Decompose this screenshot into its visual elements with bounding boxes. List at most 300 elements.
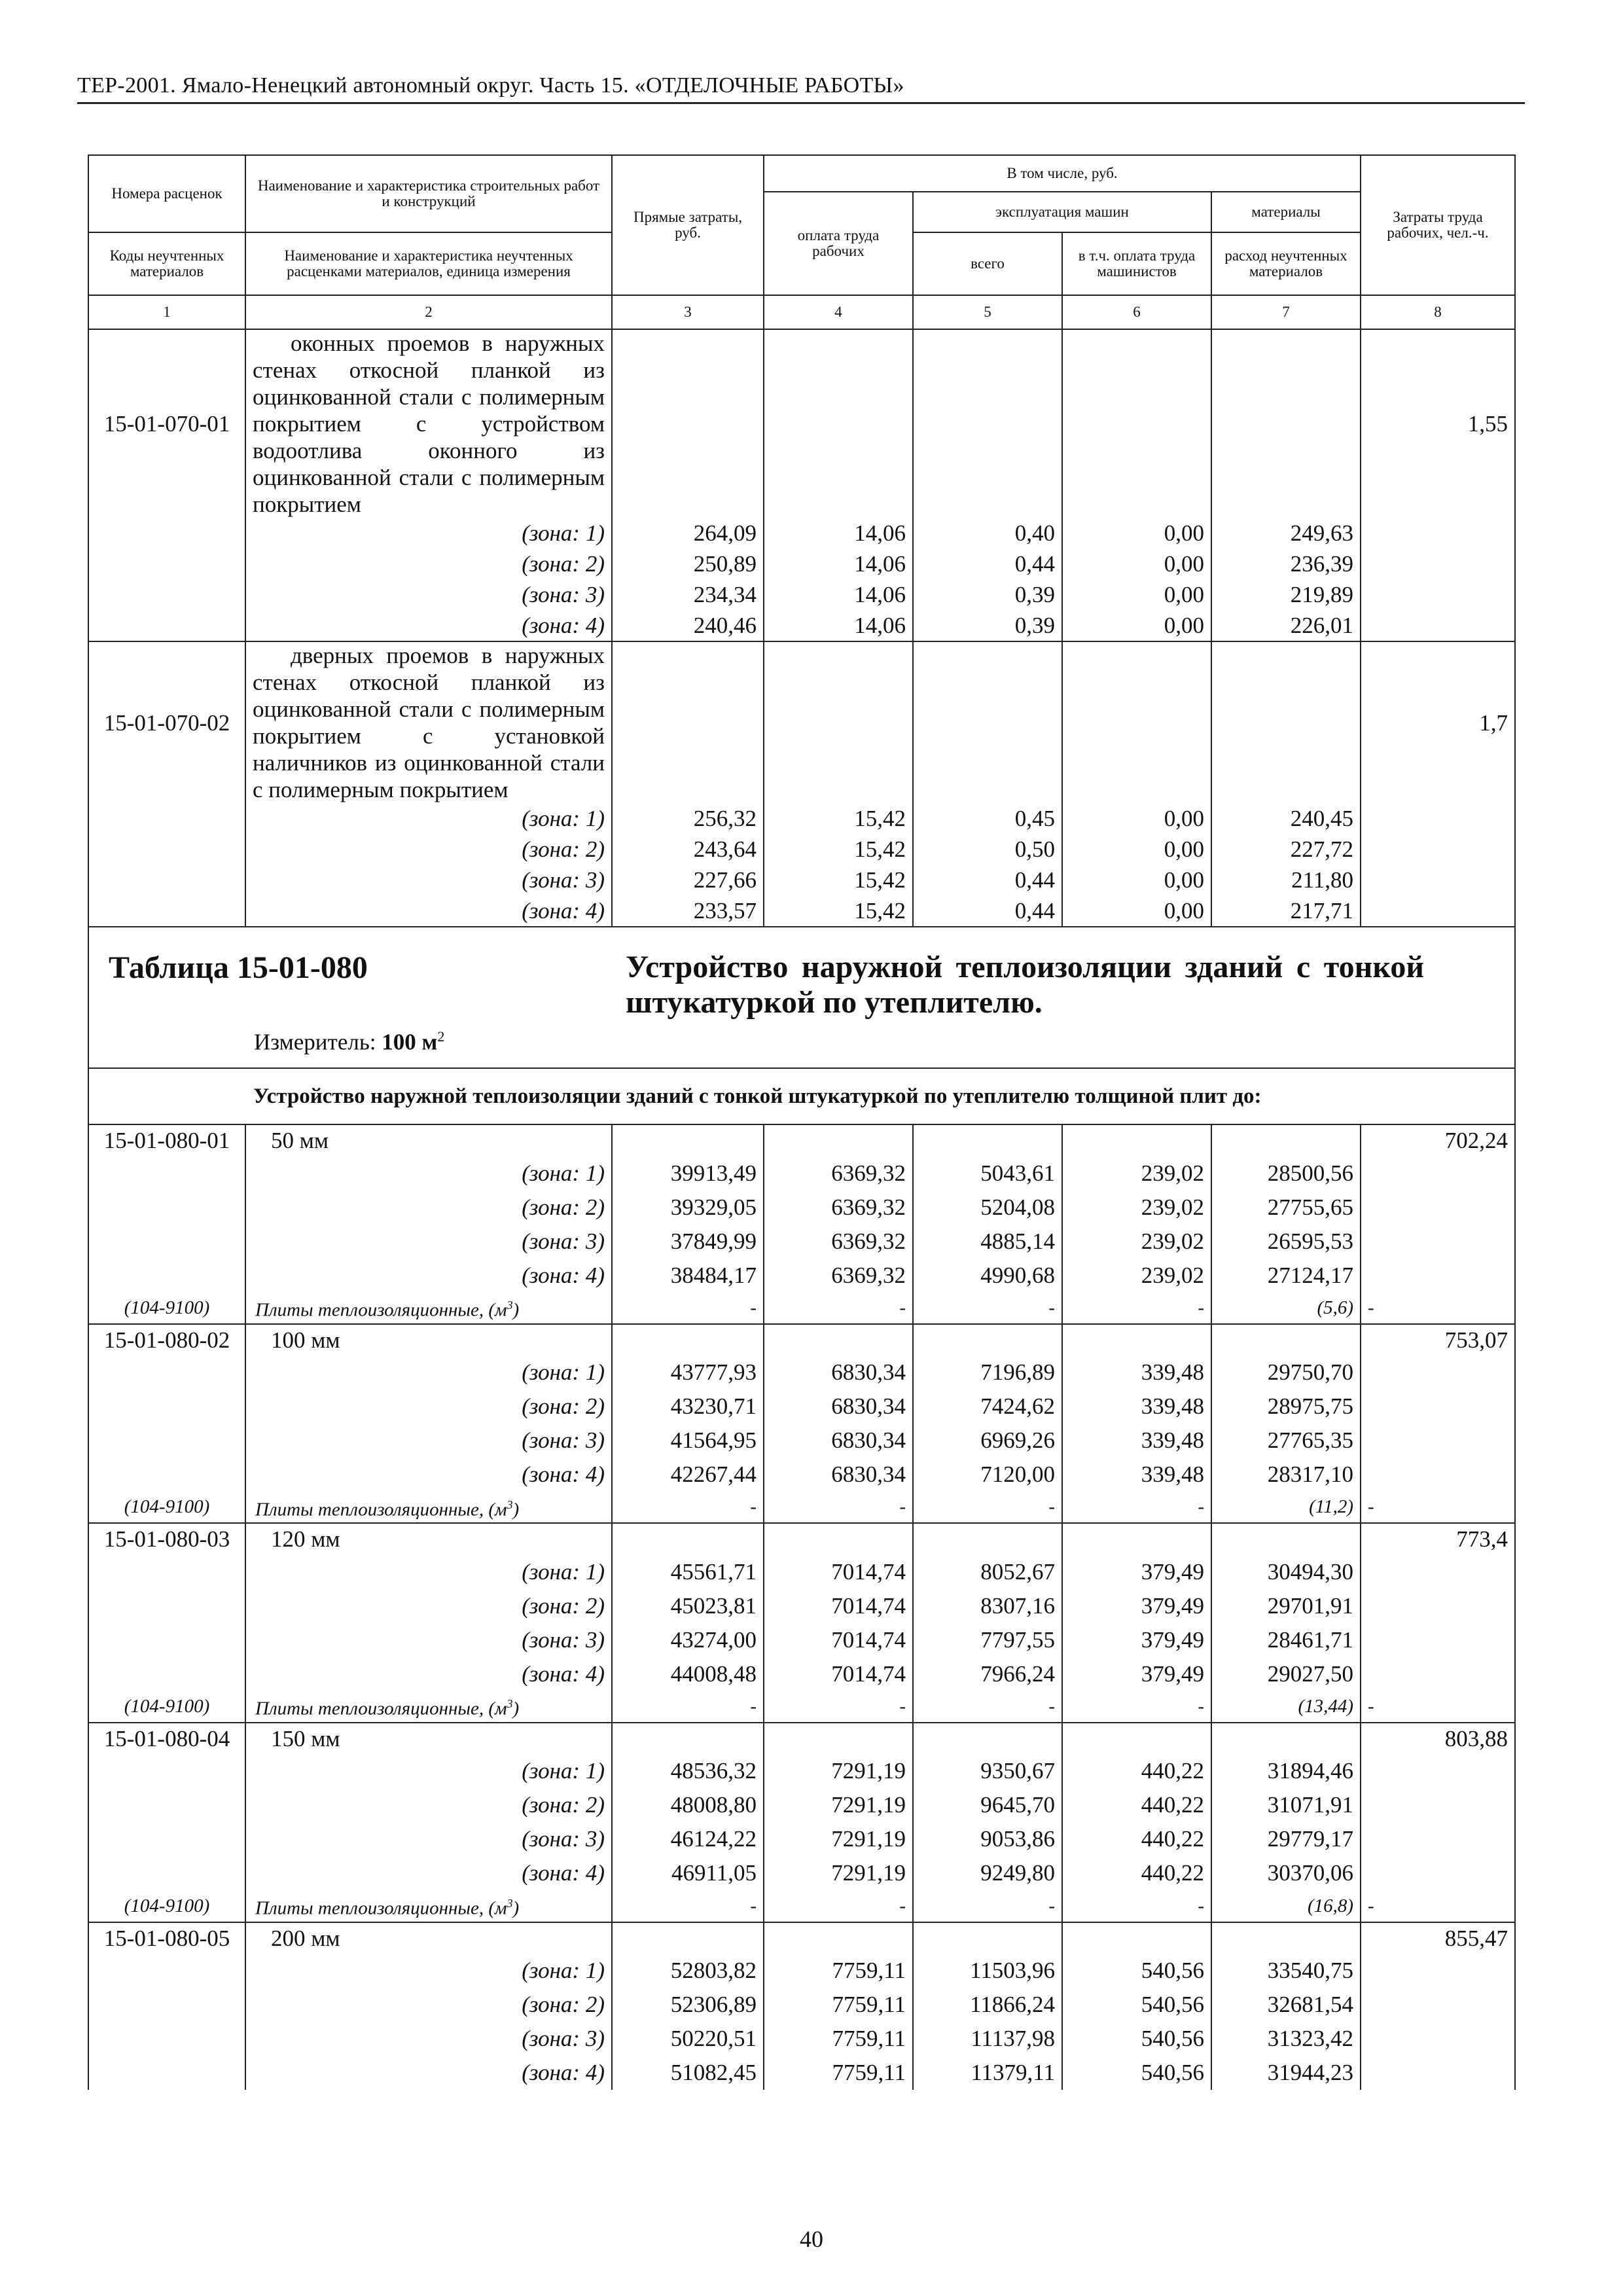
material-dash: - — [913, 1492, 1062, 1524]
zone-label: (зона: 3) — [245, 1224, 612, 1258]
value-c4: 7014,74 — [764, 1554, 913, 1588]
column-number-5: 5 — [913, 295, 1062, 329]
value-c3: 38484,17 — [612, 1258, 764, 1292]
labor-value: 702,24 — [1361, 1124, 1515, 1156]
column-number-8: 8 — [1361, 295, 1515, 329]
empty-cell — [612, 1124, 764, 1156]
value-c6: 339,48 — [1062, 1390, 1211, 1424]
code-cell-empty — [88, 548, 245, 579]
value-c4: 6830,34 — [764, 1390, 913, 1424]
value-c3: 48536,32 — [612, 1754, 764, 1788]
code-cell-empty — [88, 1424, 245, 1458]
value-c3: 240,46 — [612, 610, 764, 641]
value-c5: 8052,67 — [913, 1554, 1062, 1588]
value-c5: 5043,61 — [913, 1156, 1062, 1190]
value-c4: 15,42 — [764, 834, 913, 865]
table-row — [88, 1324, 1515, 1355]
value-c6: 540,56 — [1062, 1988, 1211, 2022]
material-name-text: Плиты теплоизоляционные, (м — [255, 1897, 507, 1919]
code-cell-empty — [88, 1788, 245, 1822]
col3-header: Прямые затраты, руб. — [612, 155, 764, 295]
empty-cell — [1211, 1523, 1361, 1554]
table-row — [88, 1523, 1515, 1554]
table-row — [88, 803, 1515, 834]
value-c5: 4990,68 — [913, 1258, 1062, 1292]
material-unit-superscript: 3 — [507, 1299, 513, 1312]
value-c6: 0,00 — [1062, 548, 1211, 579]
value-c4: 6830,34 — [764, 1458, 913, 1492]
material-dash: - — [612, 1890, 764, 1922]
table-row — [88, 2056, 1515, 2090]
value-c7: 28500,56 — [1211, 1156, 1361, 1190]
value-c3: 45561,71 — [612, 1554, 764, 1588]
material-labor-dash: - — [1361, 1890, 1515, 1922]
zone-label: (зона: 3) — [245, 1822, 612, 1856]
zone-label: (зона: 2) — [245, 1190, 612, 1224]
thickness: 120 мм — [245, 1523, 612, 1554]
value-c7: 29779,17 — [1211, 1822, 1361, 1856]
value-c3: 46911,05 — [612, 1856, 764, 1890]
empty-cell — [913, 1124, 1062, 1156]
value-c7: 29750,70 — [1211, 1355, 1361, 1390]
labor-cell-empty — [1361, 1258, 1515, 1292]
value-c5: 11137,98 — [913, 2022, 1062, 2056]
labor-cell-empty — [1361, 1424, 1515, 1458]
labor-cell-empty — [1361, 1190, 1515, 1224]
table-row — [88, 1623, 1515, 1657]
empty-cell — [764, 329, 913, 518]
value-c7: 29027,50 — [1211, 1657, 1361, 1691]
value-c4: 15,42 — [764, 803, 913, 834]
material-row — [88, 1492, 1515, 1524]
value-c4: 7759,11 — [764, 1954, 913, 1988]
value-c7: 219,89 — [1211, 579, 1361, 610]
labor-cell-empty — [1361, 1390, 1515, 1424]
value-c4: 6369,32 — [764, 1156, 913, 1190]
table-row — [88, 1788, 1515, 1822]
labor-value: 1,55 — [1361, 329, 1515, 518]
value-c5: 0,39 — [913, 579, 1062, 610]
machines-header: эксплуатация машин — [913, 192, 1211, 232]
material-name-close: ) — [512, 1698, 520, 1719]
section-row — [88, 1068, 1515, 1124]
table-row — [88, 610, 1515, 641]
material-unit-superscript: 3 — [507, 1697, 513, 1711]
value-c5: 7120,00 — [913, 1458, 1062, 1492]
value-c5: 0,40 — [913, 518, 1062, 548]
material-dash: - — [1062, 1292, 1211, 1324]
value-c4: 14,06 — [764, 518, 913, 548]
value-c3: 43230,71 — [612, 1390, 764, 1424]
labor-cell-empty — [1361, 610, 1515, 641]
material-name-close: ) — [512, 1499, 520, 1520]
value-c7: 33540,75 — [1211, 1954, 1361, 1988]
empty-cell — [764, 1523, 913, 1554]
value-c4: 14,06 — [764, 579, 913, 610]
value-c3: 51082,45 — [612, 2056, 764, 2090]
empty-cell — [612, 1324, 764, 1355]
zone-label: (зона: 1) — [245, 1156, 612, 1190]
empty-cell — [1062, 329, 1211, 518]
table-row — [88, 518, 1515, 548]
labor-cell-empty — [1361, 1657, 1515, 1691]
value-c4: 14,06 — [764, 610, 913, 641]
labor-cell-empty — [1361, 2022, 1515, 2056]
empty-cell — [913, 1723, 1062, 1754]
zone-label: (зона: 1) — [245, 1954, 612, 1988]
empty-cell — [612, 1523, 764, 1554]
value-c6: 379,49 — [1062, 1554, 1211, 1588]
table-080-title-cell — [88, 927, 1515, 1068]
value-c5: 7424,62 — [913, 1390, 1062, 1424]
thickness: 100 мм — [245, 1324, 612, 1355]
value-c7: 226,01 — [1211, 610, 1361, 641]
value-c4: 6369,32 — [764, 1190, 913, 1224]
empty-cell — [1211, 329, 1361, 518]
code-cell-empty — [88, 1390, 245, 1424]
code-cell-empty — [88, 610, 245, 641]
code-cell-empty — [88, 834, 245, 865]
empty-cell — [1211, 1723, 1361, 1754]
labor-cell-empty — [1361, 2056, 1515, 2090]
value-c6: 440,22 — [1062, 1856, 1211, 1890]
value-c5: 7797,55 — [913, 1623, 1062, 1657]
material-name-close: ) — [512, 1299, 520, 1321]
zone-label: (зона: 1) — [245, 803, 612, 834]
material-row — [88, 1691, 1515, 1723]
code-cell-empty — [88, 1588, 245, 1623]
zone-label: (зона: 2) — [245, 1788, 612, 1822]
value-c5: 7196,89 — [913, 1355, 1062, 1390]
thickness: 150 мм — [245, 1723, 612, 1754]
material-name — [245, 1691, 612, 1723]
zone-label: (зона: 1) — [245, 1754, 612, 1788]
labor-cell-empty — [1361, 895, 1515, 927]
material-unit-superscript: 3 — [507, 1896, 513, 1910]
material-name-text: Плиты теплоизоляционные, (м — [255, 1698, 507, 1719]
labor-cell-empty — [1361, 1554, 1515, 1588]
value-c7: 30370,06 — [1211, 1856, 1361, 1890]
labor-cell-empty — [1361, 1822, 1515, 1856]
material-code: (104-9100) — [88, 1292, 245, 1324]
zone-label: (зона: 4) — [245, 1258, 612, 1292]
code-cell-empty — [88, 1954, 245, 1988]
work-description — [245, 641, 612, 803]
labor-cell-empty — [1361, 1754, 1515, 1788]
table-row — [88, 834, 1515, 865]
material-name — [245, 1492, 612, 1524]
work-description — [245, 329, 612, 518]
material-name — [245, 1890, 612, 1922]
zone-label: (зона: 1) — [245, 1355, 612, 1390]
empty-cell — [1062, 1124, 1211, 1156]
labor-cell-empty — [1361, 1623, 1515, 1657]
zone-label: (зона: 1) — [245, 518, 612, 548]
value-c6: 540,56 — [1062, 1954, 1211, 1988]
value-c5: 0,44 — [913, 895, 1062, 927]
value-c6: 239,02 — [1062, 1190, 1211, 1224]
code-cell-empty — [88, 1657, 245, 1691]
table-row — [88, 895, 1515, 927]
value-c5: 9645,70 — [913, 1788, 1062, 1822]
empty-cell — [913, 1324, 1062, 1355]
zone-label: (зона: 3) — [245, 1424, 612, 1458]
table-row — [88, 1922, 1515, 1954]
table-row — [88, 1588, 1515, 1623]
column-number-row — [88, 295, 1515, 329]
material-name — [245, 1292, 612, 1324]
labor-value: 803,88 — [1361, 1723, 1515, 1754]
rate-code: 15-01-070-02 — [88, 641, 245, 803]
zone-label: (зона: 4) — [245, 610, 612, 641]
value-c3: 52306,89 — [612, 1988, 764, 2022]
table-row — [88, 1224, 1515, 1258]
value-c6: 440,22 — [1062, 1754, 1211, 1788]
labor-cell-empty — [1361, 1224, 1515, 1258]
empty-cell — [1062, 1523, 1211, 1554]
column-number-2: 2 — [245, 295, 612, 329]
value-c3: 234,34 — [612, 579, 764, 610]
material-dash: - — [612, 1292, 764, 1324]
table-row — [88, 1355, 1515, 1390]
value-c5: 6969,26 — [913, 1424, 1062, 1458]
value-c6: 0,00 — [1062, 579, 1211, 610]
value-c5: 9350,67 — [913, 1754, 1062, 1788]
thickness: 200 мм — [245, 1922, 612, 1954]
value-c7: 31323,42 — [1211, 2022, 1361, 2056]
price-table — [88, 154, 1516, 2090]
value-c3: 43777,93 — [612, 1355, 764, 1390]
code-cell-empty — [88, 1856, 245, 1890]
table-row — [88, 579, 1515, 610]
value-c6: 339,48 — [1062, 1458, 1211, 1492]
value-c6: 0,00 — [1062, 518, 1211, 548]
zone-label: (зона: 2) — [245, 548, 612, 579]
col7-header: расход неучтенных материалов — [1211, 232, 1361, 295]
work-description-text: оконных проемов в наружных стенах откосной планкой из оцинкованной стали с полимерным покрытием с устройством водоотлива оконного из оцинкованной стали с полимерным покрытием — [253, 331, 605, 517]
thickness: 50 мм — [245, 1124, 612, 1156]
rate-code: 15-01-080-05 — [88, 1922, 245, 1954]
labor-cell-empty — [1361, 1988, 1515, 2022]
value-c7: 30494,30 — [1211, 1554, 1361, 1588]
value-c6: 339,48 — [1062, 1424, 1211, 1458]
value-c6: 379,49 — [1062, 1657, 1211, 1691]
value-c7: 31944,23 — [1211, 2056, 1361, 2090]
code-cell-empty — [88, 2022, 245, 2056]
table-row — [88, 1822, 1515, 1856]
material-name-text: Плиты теплоизоляционные, (м — [255, 1299, 507, 1321]
material-code: (104-9100) — [88, 1492, 245, 1524]
col2-top-header: Наименование и характеристика строительных работ и конструкций — [245, 155, 612, 232]
value-c6: 540,56 — [1062, 2056, 1211, 2090]
materials-header: материалы — [1211, 192, 1361, 232]
labor-cell-empty — [1361, 803, 1515, 834]
code-cell-empty — [88, 1190, 245, 1224]
table-row — [88, 1856, 1515, 1890]
table-row — [88, 1156, 1515, 1190]
value-c3: 243,64 — [612, 834, 764, 865]
code-cell-empty — [88, 518, 245, 548]
code-cell-empty — [88, 2056, 245, 2090]
empty-cell — [764, 1922, 913, 1954]
material-labor-dash: - — [1361, 1292, 1515, 1324]
work-description-text: дверных проемов в наружных стенах откосной планкой из оцинкованной стали с полимерным покрытием с установкой наличников из оцинкованной стали с полимерным покрытием — [253, 643, 605, 802]
value-c5: 0,39 — [913, 610, 1062, 641]
zone-label: (зона: 2) — [245, 1988, 612, 2022]
code-cell-empty — [88, 1988, 245, 2022]
col1-bottom-header: Коды неучтенных материалов — [88, 232, 245, 295]
table-row — [88, 1723, 1515, 1754]
value-c6: 339,48 — [1062, 1355, 1211, 1390]
value-c3: 45023,81 — [612, 1588, 764, 1623]
measure-value: 100 м — [382, 1029, 438, 1055]
material-labor-dash: - — [1361, 1492, 1515, 1524]
code-cell-empty — [88, 1224, 245, 1258]
labor-value: 773,4 — [1361, 1523, 1515, 1554]
empty-cell — [913, 641, 1062, 803]
including-header: В том числе, руб. — [764, 155, 1361, 192]
zone-label: (зона: 4) — [245, 1458, 612, 1492]
labor-cell-empty — [1361, 1954, 1515, 1988]
value-c3: 256,32 — [612, 803, 764, 834]
material-name-text: Плиты теплоизоляционные, (м — [255, 1499, 507, 1520]
value-c4: 6830,34 — [764, 1355, 913, 1390]
labor-value: 855,47 — [1361, 1922, 1515, 1954]
table-row — [88, 1657, 1515, 1691]
table-row — [88, 1988, 1515, 2022]
table-row — [88, 865, 1515, 895]
value-c3: 46124,22 — [612, 1822, 764, 1856]
value-c3: 42267,44 — [612, 1458, 764, 1492]
material-dash: - — [764, 1492, 913, 1524]
labor-cell-empty — [1361, 834, 1515, 865]
value-c5: 11503,96 — [913, 1954, 1062, 1988]
labor-cell-empty — [1361, 518, 1515, 548]
zone-label: (зона: 2) — [245, 1588, 612, 1623]
labor-cell-empty — [1361, 548, 1515, 579]
col5-header: всего — [913, 232, 1062, 295]
empty-cell — [1062, 1723, 1211, 1754]
material-labor-dash: - — [1361, 1691, 1515, 1723]
empty-cell — [1062, 1922, 1211, 1954]
table-row — [88, 329, 1515, 518]
code-cell-empty — [88, 1156, 245, 1190]
table-row — [88, 1458, 1515, 1492]
empty-cell — [612, 1922, 764, 1954]
measure-label: Измеритель: — [254, 1029, 382, 1055]
value-c3: 37849,99 — [612, 1224, 764, 1258]
table-row — [88, 641, 1515, 803]
code-cell-empty — [88, 895, 245, 927]
code-cell-empty — [88, 1258, 245, 1292]
value-c7: 27765,35 — [1211, 1424, 1361, 1458]
value-c4: 15,42 — [764, 895, 913, 927]
value-c7: 28317,10 — [1211, 1458, 1361, 1492]
value-c6: 540,56 — [1062, 2022, 1211, 2056]
value-c3: 264,09 — [612, 518, 764, 548]
zone-label: (зона: 3) — [245, 2022, 612, 2056]
zone-label: (зона: 3) — [245, 579, 612, 610]
value-c4: 7759,11 — [764, 2022, 913, 2056]
measure-line — [254, 1028, 1508, 1056]
empty-cell — [612, 1723, 764, 1754]
code-cell-empty — [88, 803, 245, 834]
table-row — [88, 548, 1515, 579]
value-c6: 0,00 — [1062, 865, 1211, 895]
zone-label: (зона: 2) — [245, 1390, 612, 1424]
value-c4: 7759,11 — [764, 1988, 913, 2022]
value-c3: 50220,51 — [612, 2022, 764, 2056]
empty-cell — [764, 1124, 913, 1156]
value-c5: 11379,11 — [913, 2056, 1062, 2090]
code-cell-empty — [88, 1822, 245, 1856]
table-080-title: Устройство наружной теплоизоляции зданий с тонкой штукатуркой по утеплителю. — [626, 950, 1424, 1020]
value-c7: 217,71 — [1211, 895, 1361, 927]
value-c3: 41564,95 — [612, 1424, 764, 1458]
column-number-4: 4 — [764, 295, 913, 329]
value-c5: 7966,24 — [913, 1657, 1062, 1691]
value-c3: 48008,80 — [612, 1788, 764, 1822]
value-c3: 44008,48 — [612, 1657, 764, 1691]
value-c4: 7759,11 — [764, 2056, 913, 2090]
empty-cell — [612, 329, 764, 518]
table-row — [88, 1390, 1515, 1424]
value-c6: 0,00 — [1062, 895, 1211, 927]
code-cell-empty — [88, 1554, 245, 1588]
value-c4: 7014,74 — [764, 1623, 913, 1657]
zone-label: (зона: 4) — [245, 895, 612, 927]
material-quantity: (11,2) — [1211, 1492, 1361, 1524]
material-dash: - — [764, 1890, 913, 1922]
col8-header: Затраты труда рабочих, чел.-ч. — [1361, 155, 1515, 295]
value-c5: 11866,24 — [913, 1988, 1062, 2022]
empty-cell — [1062, 1324, 1211, 1355]
empty-cell — [913, 329, 1062, 518]
value-c5: 0,50 — [913, 834, 1062, 865]
rate-code: 15-01-080-01 — [88, 1124, 245, 1156]
labor-cell-empty — [1361, 1856, 1515, 1890]
value-c6: 0,00 — [1062, 834, 1211, 865]
col4-header: оплата труда рабочих — [764, 192, 913, 295]
code-cell-empty — [88, 1458, 245, 1492]
labor-cell-empty — [1361, 1588, 1515, 1623]
material-unit-superscript: 3 — [507, 1498, 513, 1511]
table-row — [88, 1954, 1515, 1988]
table-row — [88, 1424, 1515, 1458]
rate-code: 15-01-080-03 — [88, 1523, 245, 1554]
value-c6: 379,49 — [1062, 1588, 1211, 1623]
material-code: (104-9100) — [88, 1890, 245, 1922]
material-dash: - — [1062, 1492, 1211, 1524]
value-c4: 7014,74 — [764, 1588, 913, 1623]
material-dash: - — [764, 1691, 913, 1723]
material-dash: - — [612, 1492, 764, 1524]
empty-cell — [764, 641, 913, 803]
value-c3: 52803,82 — [612, 1954, 764, 1988]
value-c5: 9249,80 — [913, 1856, 1062, 1890]
value-c3: 250,89 — [612, 548, 764, 579]
empty-cell — [1211, 1124, 1361, 1156]
empty-cell — [1211, 641, 1361, 803]
labor-cell-empty — [1361, 865, 1515, 895]
labor-cell-empty — [1361, 579, 1515, 610]
value-c6: 0,00 — [1062, 610, 1211, 641]
value-c7: 31071,91 — [1211, 1788, 1361, 1822]
value-c3: 43274,00 — [612, 1623, 764, 1657]
material-quantity: (16,8) — [1211, 1890, 1361, 1922]
table-body — [88, 155, 1515, 2090]
empty-cell — [1211, 1922, 1361, 1954]
